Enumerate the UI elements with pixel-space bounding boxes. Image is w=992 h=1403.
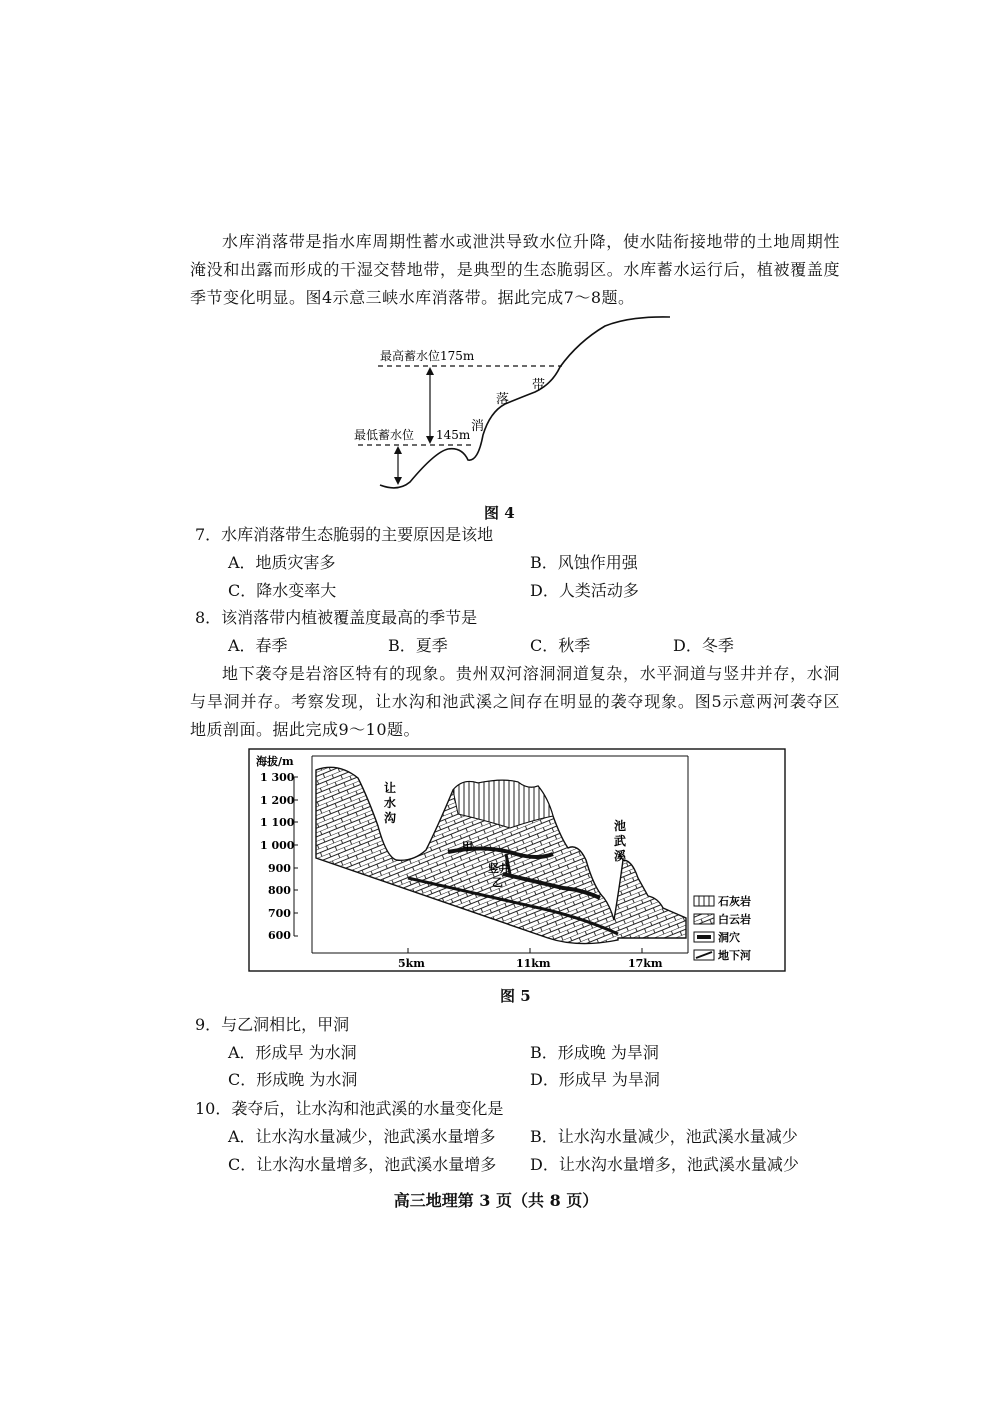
- figure-5-cross-section: [248, 748, 788, 974]
- terrain-profile: [380, 317, 670, 488]
- y-tick-700: 700: [268, 907, 291, 920]
- y-tick-800: 800: [268, 884, 291, 897]
- question-8-stem: 8．该消落带内植被覆盖度最高的季节是: [195, 608, 478, 627]
- question-7-option-c: C．降水变率大: [228, 581, 337, 600]
- river-rangshuigou-1: 让: [384, 781, 397, 795]
- x-tick-17km: 17km: [628, 957, 663, 970]
- figure-4-caption: 图 4: [484, 504, 515, 522]
- question-7-stem: 7．水库消落带生态脆弱的主要原因是该地: [195, 525, 494, 544]
- question-9-stem: 9．与乙洞相比，甲洞: [195, 1015, 350, 1034]
- question-10-option-d: D．让水沟水量增多，池武溪水量减少: [530, 1155, 799, 1174]
- river-rangshuigou-3: 沟: [384, 811, 397, 825]
- question-7-option-a: A．地质灾害多: [228, 553, 336, 572]
- legend-underground-river: 地下河: [718, 949, 751, 962]
- label-jia: 甲: [462, 840, 473, 853]
- question-7-option-b: B．风蚀作用强: [530, 553, 638, 572]
- legend-dolomite: 白云岩: [718, 913, 751, 926]
- zone-char-2: 落: [496, 392, 510, 407]
- question-10-stem: 10．袭夺后，让水沟和池武溪的水量变化是: [195, 1099, 504, 1118]
- y-axis-title: 海拔/m: [256, 755, 294, 768]
- min-level-value: 145m: [436, 428, 471, 442]
- river-rangshuigou-2: 水: [384, 796, 397, 810]
- x-tick-5km: 5km: [398, 957, 425, 970]
- question-8-option-c: C．秋季: [530, 636, 591, 655]
- y-tick-600: 600: [268, 929, 291, 942]
- legend-limestone: 石灰岩: [718, 895, 751, 908]
- river-chiwuxi-1: 池: [614, 819, 627, 833]
- intro-paragraph-1: 水库消落带是指水库周期性蓄水或泄洪导致水位升降，使水陆衔接地带的土地周期性淹没和出露而形成的干湿交替地带，是典型的生态脆弱区。水库蓄水运行后，植被覆盖度季节变化明显。图4示意三峡水库消落带。据此完成7～8题。: [190, 232, 840, 307]
- figure-4-diagram: [340, 312, 680, 497]
- max-level-label: 最高蓄水位175m: [380, 349, 475, 363]
- zone-char-3: 带: [532, 378, 546, 393]
- x-tick-11km: 11km: [516, 957, 551, 970]
- y-tick-1200: 1 200: [260, 794, 295, 807]
- label-shaft: 竖井: [488, 862, 510, 875]
- river-chiwuxi-2: 武: [614, 834, 627, 848]
- zone-char-1: 消: [471, 419, 485, 434]
- label-yi: 乙: [492, 876, 503, 889]
- y-tick-1000: 1 000: [260, 839, 295, 852]
- question-9-option-a: A．形成早 为水洞: [228, 1043, 357, 1062]
- question-9-option-b: B．形成晚 为旱洞: [530, 1043, 659, 1062]
- y-tick-1100: 1 100: [260, 816, 295, 829]
- figure-5-caption: 图 5: [500, 987, 531, 1005]
- question-10-option-a: A．让水沟水量减少，池武溪水量增多: [228, 1127, 496, 1146]
- min-level-label: 最低蓄水位: [354, 428, 415, 442]
- question-7-option-d: D．人类活动多: [530, 581, 639, 600]
- legend-cave: 洞穴: [718, 931, 740, 944]
- question-8-option-a: A．春季: [228, 636, 288, 655]
- y-tick-1300: 1 300: [260, 771, 295, 784]
- question-9-option-c: C．形成晚 为水洞: [228, 1070, 358, 1089]
- question-9-option-d: D．形成早 为旱洞: [530, 1070, 660, 1089]
- y-tick-900: 900: [268, 862, 291, 875]
- question-8-option-d: D．冬季: [673, 636, 734, 655]
- river-chiwuxi-3: 溪: [614, 849, 627, 863]
- question-8-option-b: B．夏季: [388, 636, 448, 655]
- legend: [694, 894, 751, 962]
- intro-paragraph-2: 地下袭夺是岩溶区特有的现象。贵州双河溶洞洞道复杂，水平洞道与竖井并存，水洞与旱洞并存。考察发现，让水沟和池武溪之间存在明显的袭夺现象。图5示意两河袭夺区地质剖面。据此完成9～10题。: [190, 664, 840, 739]
- question-10-option-c: C．让水沟水量增多，池武溪水量增多: [228, 1155, 497, 1174]
- page-footer: 高三地理第 3 页（共 8 页）: [393, 1191, 599, 1210]
- question-10-option-b: B．让水沟水量减少，池武溪水量减少: [530, 1127, 798, 1146]
